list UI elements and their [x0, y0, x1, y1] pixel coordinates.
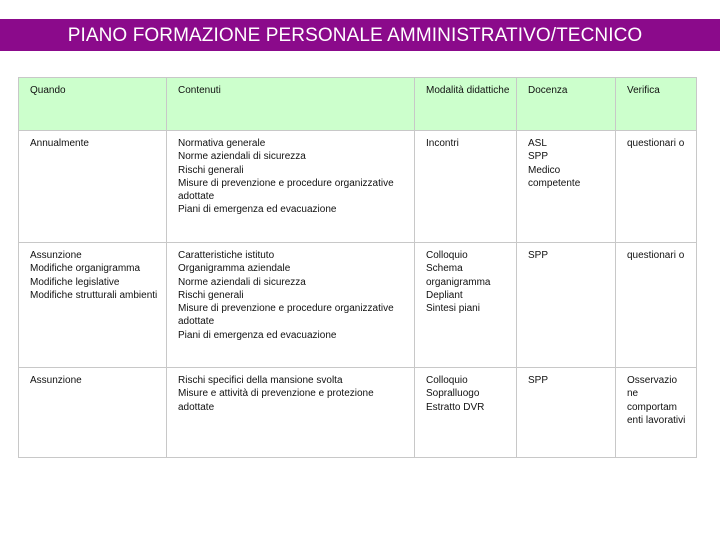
cell-text: questionari o — [627, 138, 685, 149]
header-modalita: Modalità didattiche — [415, 78, 517, 131]
cell-modalita — [415, 368, 517, 458]
table-row — [19, 131, 697, 243]
header-verifica: Verifica — [616, 78, 697, 131]
cell-text: Piani di emergenza ed evacuazione — [178, 204, 337, 216]
cell-quando — [19, 368, 167, 458]
cell-text: Sintesi piani — [426, 303, 480, 315]
cell-text: Misure di prevenzione e procedure organizzative adottate — [178, 177, 397, 203]
cell-text: Piani di emergenza ed evacuazione — [178, 329, 337, 341]
cell-text: questionari o — [627, 250, 685, 261]
cell-text: Norme aziendali di sicurezza — [178, 276, 306, 288]
cell-text: Schema organigramma — [426, 263, 491, 288]
cell-modalita — [415, 243, 517, 368]
page-title: PIANO FORMAZIONE PERSONALE AMMINISTRATIVO/TECNICO — [67, 25, 643, 46]
header-docenza: Docenza — [517, 78, 616, 131]
cell-text: SPP — [528, 375, 549, 386]
cell-text: Organigramma aziendale — [178, 263, 291, 275]
cell-contenuti — [167, 243, 415, 368]
cell-text: Colloquio — [426, 375, 468, 386]
cell-text: Assunzione — [30, 375, 82, 386]
cell-text: Norme aziendali di sicurezza — [178, 151, 306, 163]
cell-text: Osservazio ne comportam enti lavorativi — [627, 375, 686, 426]
cell-contenuti — [167, 131, 415, 243]
cell-quando — [19, 131, 167, 243]
cell-quando — [19, 243, 167, 368]
cell-text: Modifiche legislative — [30, 276, 120, 288]
table-row — [19, 368, 697, 458]
cell-text: Medico competente — [528, 164, 581, 189]
cell-text: Colloquio — [426, 250, 468, 261]
cell-text: Estratto DVR — [426, 401, 485, 413]
cell-text: Rischi generali — [178, 164, 244, 176]
table-row — [19, 243, 697, 368]
cell-text: Sopralluogo — [426, 388, 480, 400]
cell-text: Modifiche strutturali ambienti — [30, 289, 158, 301]
cell-verifica — [616, 243, 697, 368]
header-contenuti: Contenuti — [167, 78, 415, 131]
cell-text: Misure e attività di prevenzione e protezione adottate — [178, 388, 377, 413]
cell-docenza — [517, 243, 616, 368]
cell-docenza — [517, 131, 616, 243]
cell-contenuti — [167, 368, 415, 458]
cell-text: Misure di prevenzione e procedure organizzative adottate — [178, 303, 397, 328]
cell-text: ASL — [528, 138, 547, 149]
cell-text: SPP — [528, 151, 549, 163]
cell-verifica — [616, 368, 697, 458]
training-plan-table — [18, 77, 697, 458]
cell-verifica — [616, 131, 697, 243]
cell-text: Modifiche organigramma — [30, 263, 141, 275]
cell-text: Assunzione — [30, 250, 82, 261]
table-header-row — [19, 78, 697, 131]
cell-text: Normativa generale — [178, 138, 266, 149]
cell-text: Depliant — [426, 289, 463, 301]
cell-text: Incontri — [426, 138, 459, 149]
cell-docenza — [517, 368, 616, 458]
header-quando: Quando — [19, 78, 167, 131]
cell-text: Caratteristiche istituto — [178, 250, 275, 261]
cell-text: Annualmente — [30, 138, 89, 149]
cell-text: Rischi generali — [178, 289, 244, 301]
cell-text: Rischi specifici della mansione svolta — [178, 375, 343, 386]
cell-modalita — [415, 131, 517, 243]
cell-text: SPP — [528, 250, 549, 261]
